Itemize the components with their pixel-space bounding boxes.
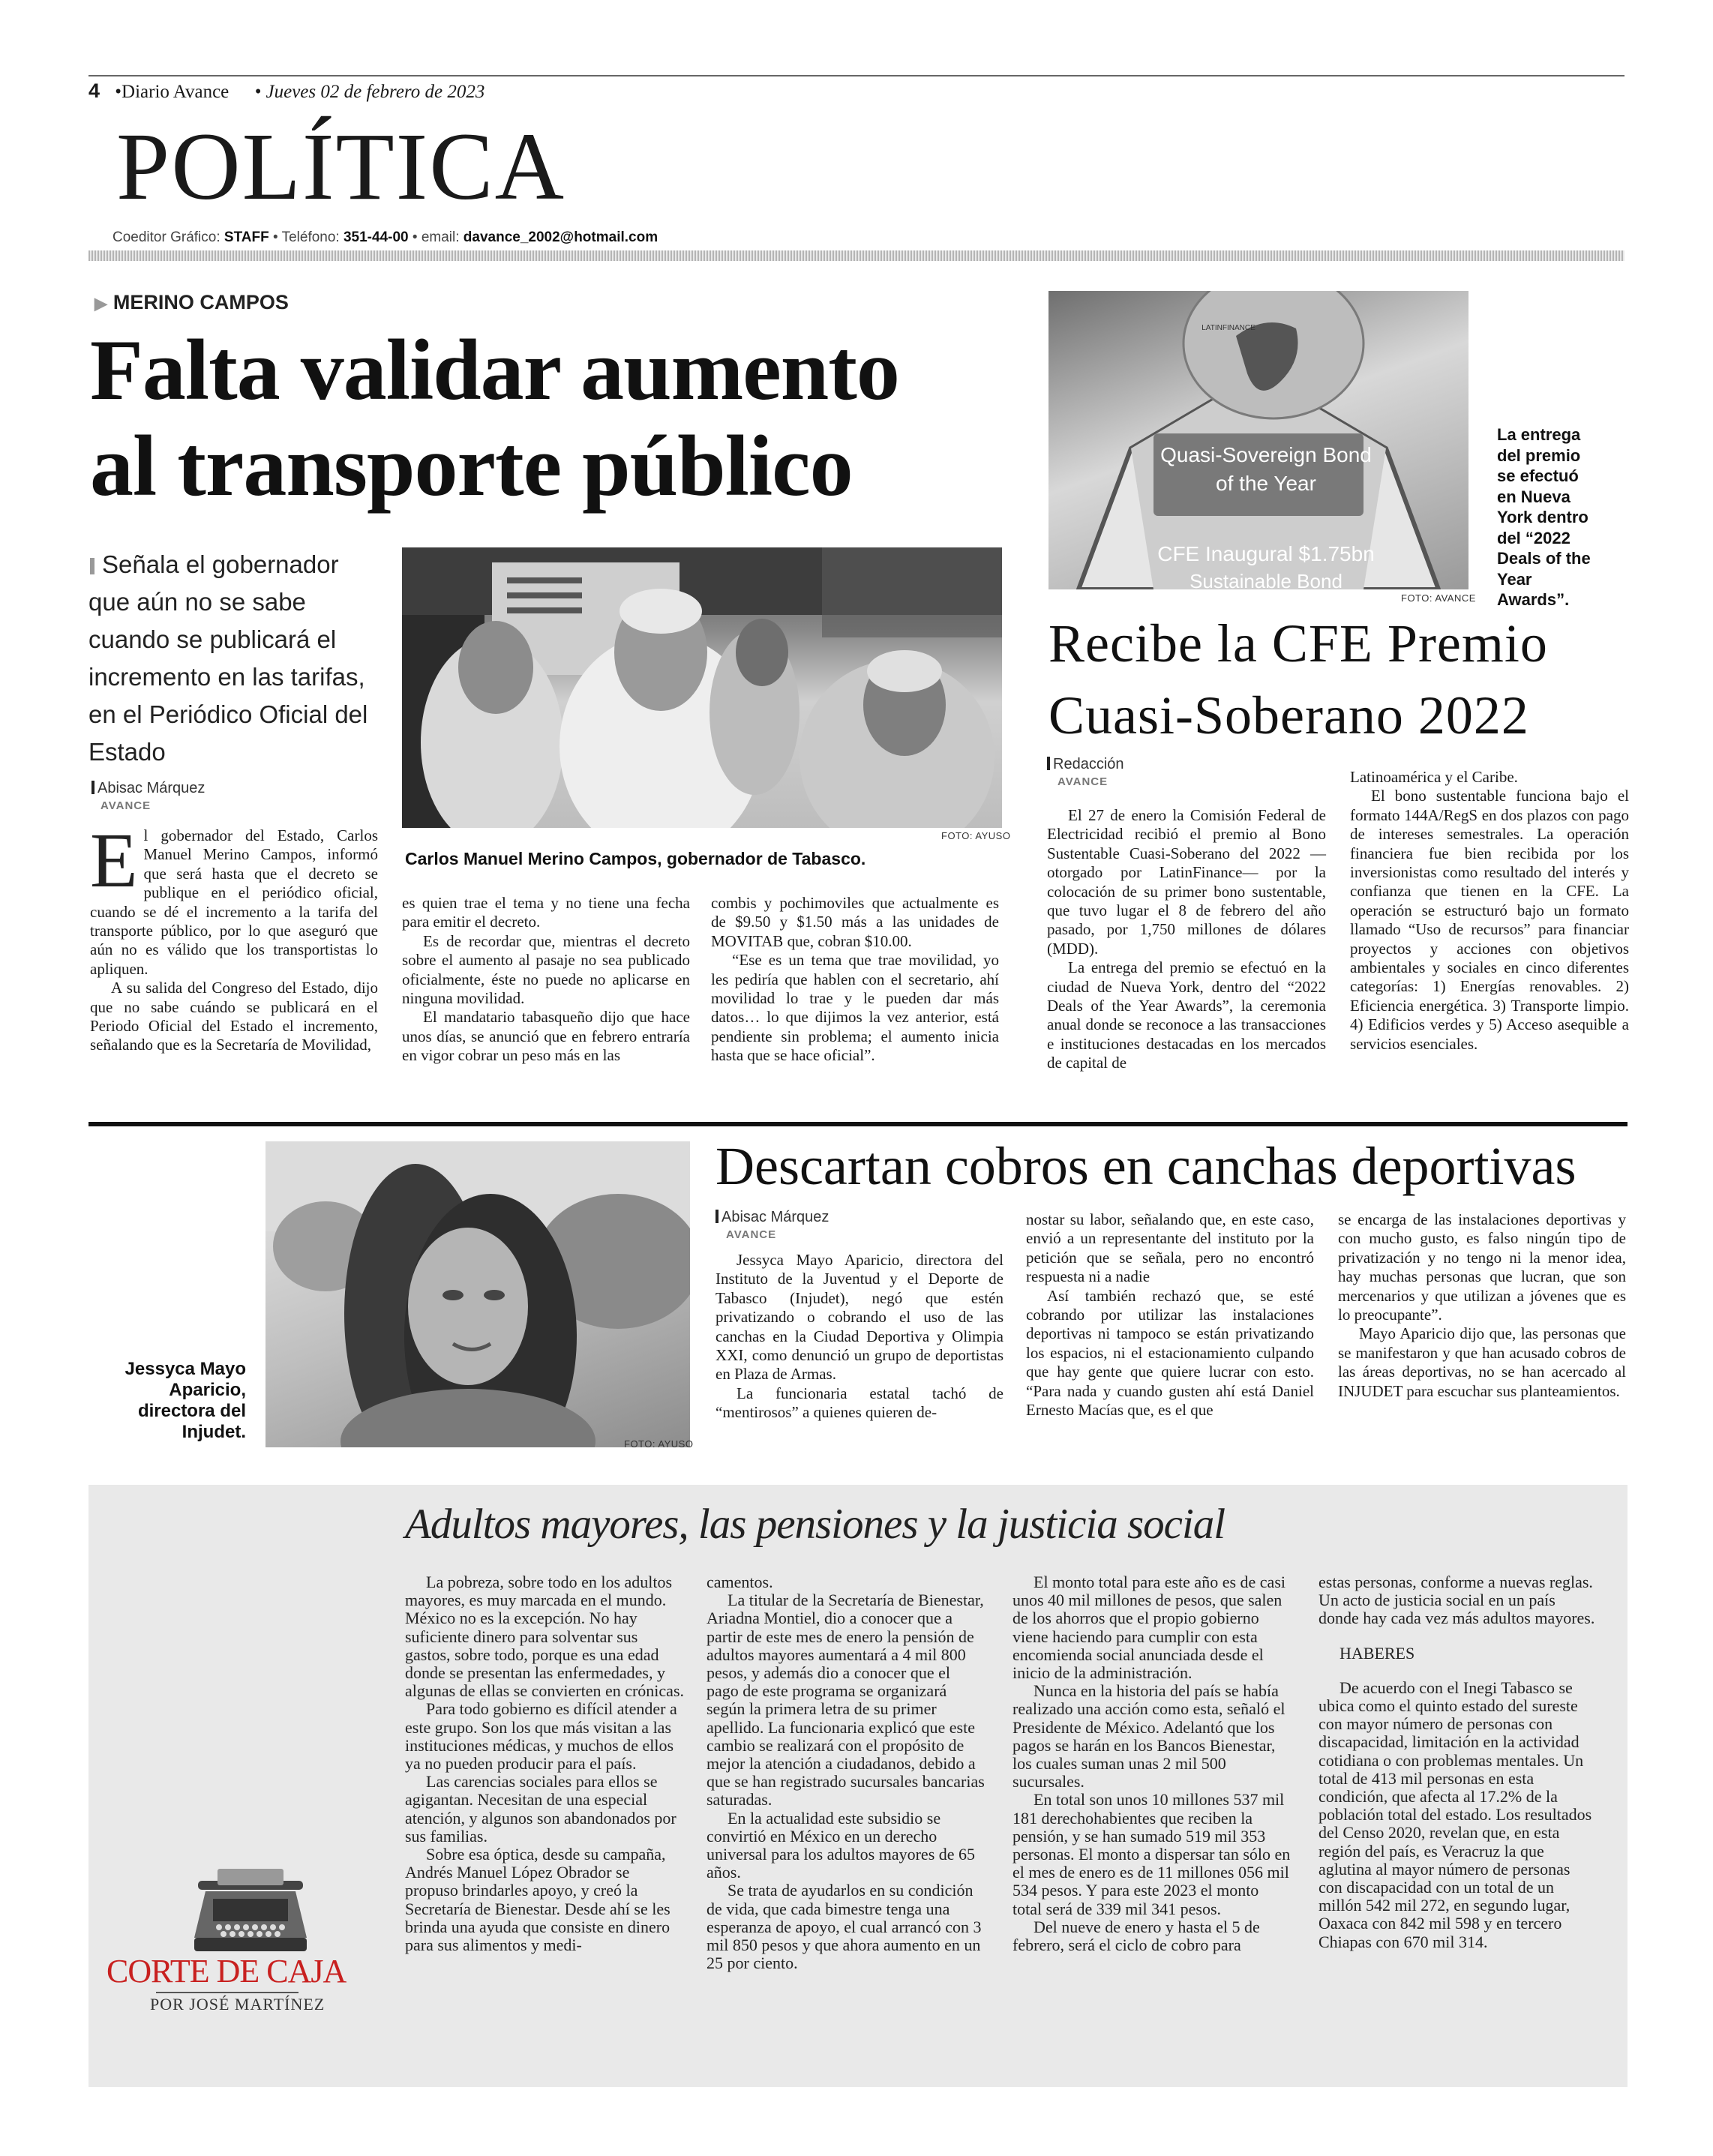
director-photo-illustration — [266, 1141, 690, 1447]
story3-photo-credit: FOTO: AYUSO — [624, 1438, 694, 1450]
story2-byline: Redacción AVANCE — [1047, 756, 1124, 790]
trophy-text-5: LATINFINANCE — [1202, 324, 1256, 332]
page-folio — [88, 79, 484, 103]
story1-headline: Falta validar aumento al transporte público — [90, 322, 899, 514]
header-band — [88, 250, 1624, 261]
story3-column-2: nostar su labor, señalando que, en este caso, envió a un representante del instituto por la petición que se señala, pero no encontró respuesta ni a nadie Así también rechazó que, se esté cobrando por utilizar las instalaciones deportivas ni tampoco se están privatizando los espacios, ni el estacionamiento culpando que hay gente que quiere lucrar con esto. “Para nada y cuando gusten ahí está Daniel Ernesto Macías que, es el que — [1026, 1210, 1314, 1420]
trophy-text-3: CFE Inaugural $1.75bn — [1157, 542, 1375, 565]
story3-column-3: se encarga de las instalaciones deportivas y con mucho gusto, es falso ningún tipo de privatización y no tengo ni la menor idea, hay muchas personas que lucran, que son mercenarios y que utilizan a jóvenes que es lo preocupante”. Mayo Aparicio dijo que, las personas que se manifestaron y que han acusado cobros de las áreas deportivas, no se han acercado al INJUDET para escuchar sus planteamientos. — [1338, 1210, 1626, 1400]
credits-staff: STAFF — [224, 229, 269, 245]
story3-column-1: Jessyca Mayo Aparicio, directora del Instituto de la Juventud y el Deporte de Tabasco (Injudet), negó que estén privatizando o cobrando el uso de las canchas en la Ciudad Deportiva y Olimpia XXI, como denunció un grupo de deportistas en Plaza de Armas. La funcionaria estatal tachó de “mentirosos” a quienes quieren de- — [716, 1251, 1004, 1422]
opinion-column-4: estas personas, conforme a nuevas reglas. Un acto de justicia social en un país donde hay cada vez más adultos mayores. HABERES De acuerdo con el Inegi Tabasco se ubica como el quinto estado del sureste con mayor número de personas con discapacidad, limitación en la actividad cotidiana o con problemas mentales. Un total de 413 mil personas en esta condición, que afecta al 17.2% de la población total del estado. Los resultados del Censo 2020, revelan que, en esta región del país, es Veracruz la que aglutina al mayor número de personas con discapacidad con un total de un millón 542 mil 272, en segundo lugar, Oaxaca con 842 mil 598 y en tercero Chiapas con 670 mil 314. — [1318, 1573, 1598, 1951]
award-trophy-photo — [1048, 291, 1468, 589]
column-logo-name: CORTE DE CAJA — [106, 1953, 346, 1990]
story1-subhead: Señala el gobernador que aún no se sabe cuando se publicará el incremento en las tarifas, en el Periódico Oficial del Estado — [88, 550, 368, 766]
opinion-subheading: HABERES — [1340, 1643, 1415, 1663]
subhead-marker-icon — [90, 558, 94, 574]
logo-rule — [156, 1992, 298, 1993]
opinion-column-1: La pobreza, sobre todo en los adultos mayores, es muy marcada en el mundo. México no es la excepción. No hay suficiente dinero para solventar sus gastos, sobre todo, porque es una edad donde se presentan las enfermedades, y algunas de ellas se convierten en crónicas. Para todo gobierno es difícil atender a este grupo. Son los que más visitan a las instituciones médicas, y muchos de ellos ya no pueden producir para el país. Las carencias sociales para ellos se agigantan. Necesitan de una especial atención, y algunos son abandonados por sus familias. Sobre esa óptica, desde su campaña, Andrés Manuel López Obrador se propuso brindarles apoyo, y creó la Secretaría de Bienestar. Desde ahí se les brinda una ayuda que consiste en dinero para sus alimentos y medi- — [405, 1573, 685, 1955]
story3-photo-caption: Jessyca Mayo Aparicio, directora del Injudet. — [124, 1359, 246, 1442]
story1-byline: Abisac Márquez AVANCE — [92, 780, 205, 814]
governor-photo-illustration — [402, 547, 1002, 828]
section-title: POLÍTICA — [116, 113, 566, 220]
typewriter-logo — [190, 1866, 310, 1956]
governor-photo — [402, 547, 1002, 828]
trophy-text-1: Quasi-Sovereign Bond — [1160, 443, 1372, 466]
story3-headline: Descartan cobros en canchas deportivas — [716, 1136, 1576, 1196]
trophy-illustration — [1048, 291, 1468, 589]
story1-column-3: combis y pochimoviles que actualmente es de $9.50 y $1.50 más a las unidades de MOVITAB que, cobran $10.00. “Ese es un tema que trae movilidad, yo les pediría que hablen con el secretario, ahí movilidad lo trae y le pueden dar más datos… lo que dijimos la vez anterior, está pendiente sin problema; el aumento inicia hasta que se hace oficial”. — [711, 894, 999, 1065]
opinion-title: Adultos mayores, las pensiones y la justicia social — [405, 1501, 1226, 1548]
issue-date: • Jueves 02 de febrero de 2023 — [254, 82, 485, 102]
kicker-arrow-icon: ▶ — [94, 294, 107, 313]
story2-column-2: Latinoamérica y el Caribe. El bono sustentable funciona bajo el formato 144A/RegS en dos plazos con pago de intereses semestrales. La operación financiera fue bien recibida por los inversionistas como resultado del interés y confianza que tienen en la CFE. La operación se estructuró bajo un formato llamado “Uso de recursos” para financiar proyectos y acciones con objetivos ambientales y sociales en cinco diferentes categorías: 1) Energías renovables. 2) Eficiencia energética. 3) Transporte limpio. 4) Edificios verdes y 5) Acceso asequible a servicios esenciales. — [1350, 768, 1629, 1053]
story1-photo-caption: Carlos Manuel Merino Campos, gobernador de Tabasco. — [405, 849, 866, 868]
story1-column-1: El gobernador del Estado, Carlos Manuel Merino Campos, informó que será hasta que el decreto se publique en el periódico oficial, cuando se dé el incremento a la tarifa del transporte público, por lo que aseguró que aún no es válido que los transportistas lo apliquen. A su salida del Congreso del Estado, dijo que no sabe cuándo se publicará en el Periodo Oficial del Estado el incremento, señalando que es la Secretaría de Movilidad, — [90, 817, 378, 1054]
story2-side-caption: La entrega del premio se efectuó en Nueva York dentro del “2022 Deals of the Year Awards”. — [1497, 425, 1591, 609]
story1-photo-credit: FOTO: AYUSO — [941, 830, 1011, 841]
typewriter-icon — [190, 1866, 310, 1956]
page-number: 4 — [88, 79, 100, 102]
credits-phone: 351-44-00 — [343, 229, 409, 245]
director-photo — [266, 1141, 690, 1447]
story2-photo-credit: FOTO: AVANCE — [1401, 592, 1476, 604]
paper-name: •Diario Avance — [115, 82, 230, 102]
story1-column-2: es quien trae el tema y no tiene una fecha para emitir el decreto. Es de recordar que, mientras el decreto sobre el aumento al pasaje no sea publicado oficialmente, éste no puede no aplicarse en ninguna movilidad. El mandatario tabasqueño dijo que hace unos días, se anunció que en febrero entraría en vigor cobrar un peso más en las — [402, 894, 690, 1065]
story2-headline: Recibe la CFE Premio Cuasi-Soberano 2022 — [1048, 613, 1548, 745]
story-divider — [88, 1122, 1628, 1126]
story1-kicker: ▶ MERINO CAMPOS — [94, 291, 289, 313]
story2-column-1: El 27 de enero la Comisión Federal de Electricidad recibió el premio al Bono Sustentable Cuasi-Soberano del 2022 —otorgado por LatinFinance— por la colocación de su primer bono sustentable, que tuvo lugar el 8 de febrero del año pasado, por 1,750 millones de dólares (MDD). La entrega del premio se efectuó en la ciudad de Nueva York, dentro del “2022 Deals of the Year Awards”, la ceremonia anual donde se reconoce a las transacciones e instituciones destacadas en los mercados de capital de — [1047, 806, 1326, 1072]
story3-byline: Abisac Márquez AVANCE — [716, 1209, 829, 1243]
credits-line: Coeditor Gráfico: STAFF • Teléfono: 351-44-00 • email: davance_2002@hotmail.com — [112, 229, 658, 245]
opinion-column-2: camentos. La titular de la Secretaría de Bienestar, Ariadna Montiel, dio a conocer que a partir de este mes de enero la pensión de adultos mayores aumentará a 4 mil 800 pesos, y además dio a conocer que el pago de este programa se organizará según la primera letra de su primer apellido. La funcionaria explicó que este cambio se realizará con el propósito de mejor la atención a ciudadanos, debido a que se han registrado sucursales bancarias saturadas. En la actualidad este subsidio se convirtió en México en un derecho universal para los adultos mayores de 65 años. Se trata de ayudarlos en su condición de vida, que cada bimestre tenga una esperanza de apoyo, el cual arrancó con 3 mil 850 pesos y que ahora aumento en un 25 por ciento. — [706, 1573, 985, 1973]
drop-cap: E — [90, 817, 138, 904]
credits-email[interactable]: davance_2002@hotmail.com — [463, 229, 658, 245]
trophy-text-4: Sustainable Bond — [1190, 570, 1342, 589]
column-author: POR JOSÉ MARTÍNEZ — [150, 1995, 326, 2014]
trophy-text-2: of the Year — [1216, 472, 1316, 495]
opinion-column-3: El monto total para este año es de casi unos 40 mil millones de pesos, que salen de los ahorros que el propio gobierno viene haciendo para cumplir con esta encomienda social anunciada desde el inicio de la administración. Nunca en la historia del país se había realizado una acción como esta, señaló el Presidente de México. Adelantó que los pagos se harán en los Bancos Bienestar, los cuales suman unas 2 mil 500 sucursales. En total son unos 10 millones 537 mil 181 derechohabientes que reciben la pensión, y se han sumado 519 mil 353 personas. El monto a dispersar tan sólo en el mes de enero es de 11 millones 056 mil 534 pesos. Y para este 2023 el monto total será de 339 mil 341 pesos. Del nueve de enero y hasta el 5 de febrero, será el ciclo de cobro para — [1012, 1573, 1291, 1955]
top-rule — [88, 75, 1624, 76]
